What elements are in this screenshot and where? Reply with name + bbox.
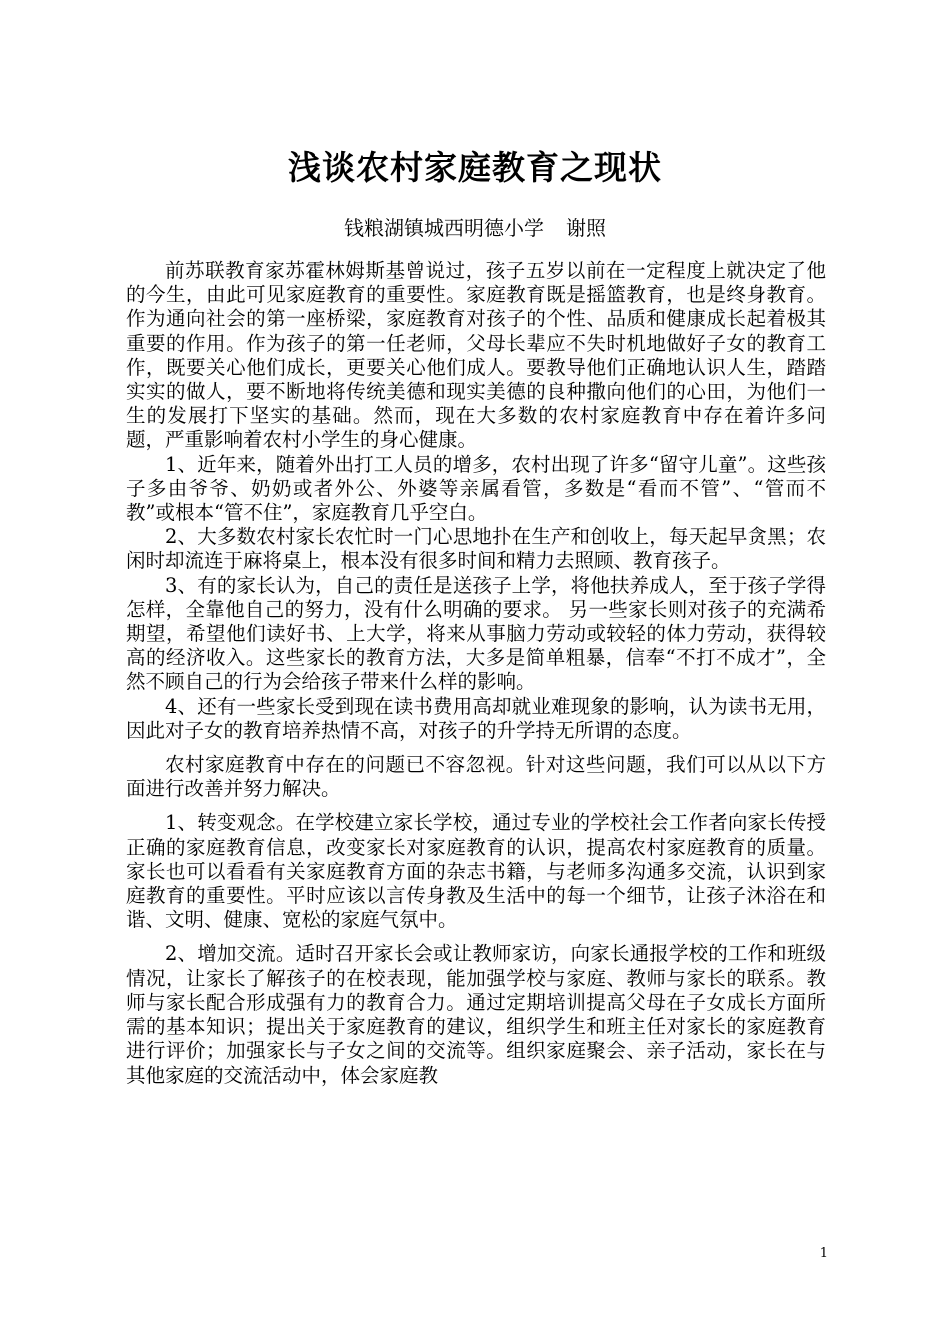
solution-paragraph-2: 2、增加交流。适时召开家长会或让教师家访，向家长通报学校的工作和班级情况，让家长了解孩子的在校表现，能加强学校与家庭、教师与家长的联系。教师与家长配合形成强有力的教育合力。通过定期培训提高父母在子女成长方面所需的基本知识；提出关于家庭教育的建议，组织学生和班主任对家长的家庭教育进行评价；加强家长与子女之间的交流等。组织家庭聚会、亲子活动，家长在与其他家庭的交流活动中，体会家庭教	[126, 942, 826, 1087]
transition-paragraph: 农村家庭教育中存在的问题已不容忽视。针对这些问题，我们可以从以下方面进行改善并努力解决。	[126, 753, 826, 801]
solution-paragraph-1: 1、转变观念。在学校建立家长学校，通过专业的学校社会工作者向家长传授正确的家庭教育信息，改变家长对家庭教育的认识，提高农村家庭教育的质量。家长也可以看看有关家庭教育方面的杂志书籍，与老师多沟通多交流，认识到家庭教育的重要性。平时应该以言传身教及生活中的每一个细节，让孩子沐浴在和谐、文明、健康、宽松的家庭气氛中。	[126, 811, 826, 932]
problem-paragraph-3: 3、有的家长认为，自己的责任是送孩子上学，将他扶养成人，至于孩子学得怎样，全靠他自己的努力，没有什么明确的要求。 另一些家长则对孩子的充满希期望，希望他们读好书、上大学，将来从事脑力劳动或较轻的体力劳动，获得较高的经济收入。这些家长的教育方法，大多是简单粗暴，信奉“不打不成才”，全然不顾自己的行为会给孩子带来什么样的影响。	[126, 573, 826, 694]
author-line	[0, 214, 950, 242]
document-title: 浅谈农村家庭教育之现状	[288, 148, 662, 187]
author-school: 钱粮湖镇城西明德小学	[344, 216, 544, 240]
page-number: 1	[819, 1246, 828, 1261]
problem-paragraph-4: 4、还有一些家长受到现在读书费用高却就业难现象的影响，认为读书无用，因此对子女的教育培养热情不高，对孩子的升学持无所谓的态度。	[126, 694, 826, 742]
problem-paragraph-2: 2、大多数农村家长农忙时一门心思地扑在生产和创收上，每天起早贪黑；农闲时却流连于麻将桌上，根本没有很多时间和精力去照顾、教育孩子。	[126, 525, 826, 573]
problem-paragraph-1: 1、近年来，随着外出打工人员的增多，农村出现了许多“留守儿童”。这些孩子多由爷爷、奶奶或者外公、外婆等亲属看管，多数是“看而不管”、“管而不教”或根本“管不住”，家庭教育几乎空白。	[126, 452, 826, 525]
author-name: 谢照	[566, 216, 606, 240]
intro-paragraph: 前苏联教育家苏霍林姆斯基曾说过，孩子五岁以前在一定程度上就决定了他的今生，由此可见家庭教育的重要性。家庭教育既是摇篮教育，也是终身教育。作为通向社会的第一座桥梁，家庭教育对孩子的个性、品质和健康成长起着极其重要的作用。作为孩子的第一任老师，父母长辈应不失时机地做好子女的教育工作，既要关心他们成长，更要关心他们成人。要教导他们正确地认识人生，踏踏实实的做人，要不断地将传统美德和现实美德的良种撒向他们的心田，为他们一生的发展打下坚实的基础。然而，现在大多数的农村家庭教育中存在着许多问题，严重影响着农村小学生的身心健康。	[126, 259, 826, 452]
document-body	[126, 259, 826, 1088]
